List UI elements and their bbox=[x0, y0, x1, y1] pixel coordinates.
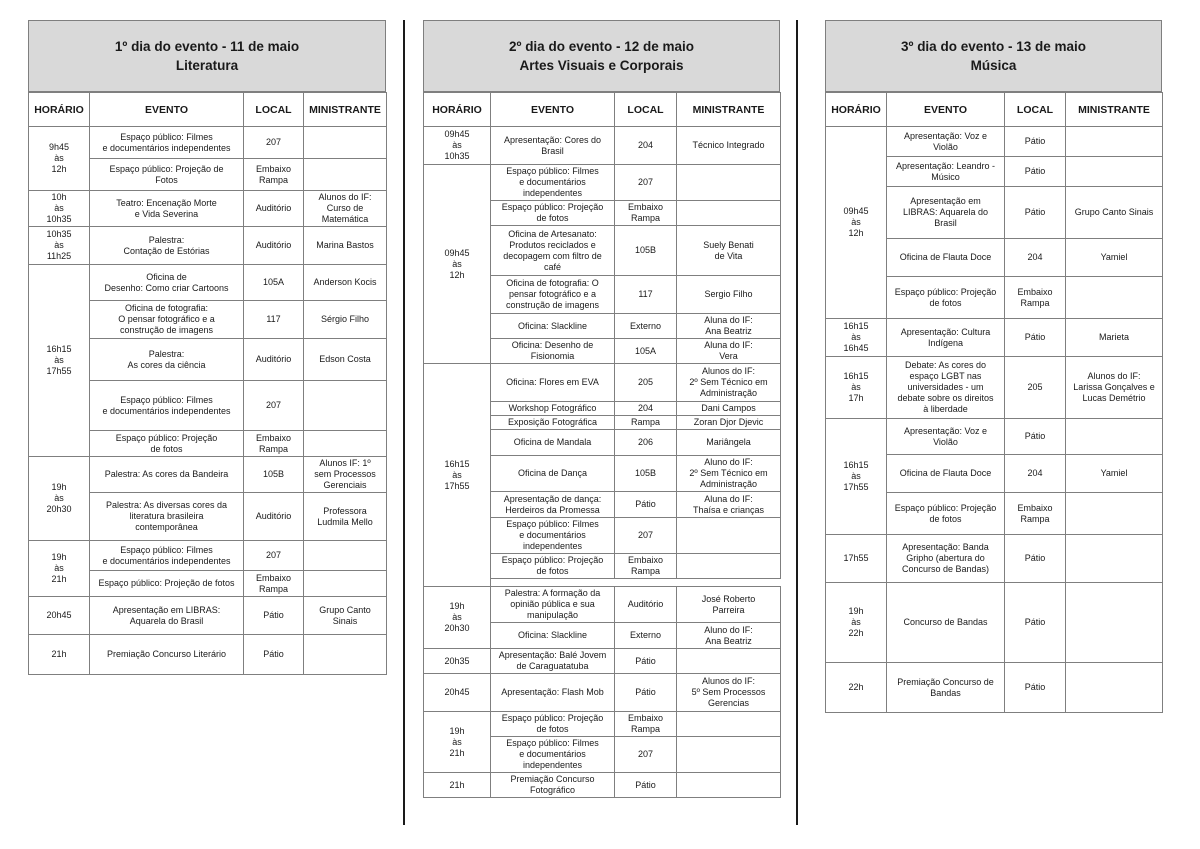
time-cell: 16h15 às 16h45 bbox=[826, 319, 887, 357]
local-cell: Rampa bbox=[615, 416, 677, 430]
time-cell: 16h15 às 17h55 bbox=[29, 265, 90, 457]
ministrante-cell bbox=[677, 712, 781, 737]
ministrante-cell: Sergio Filho bbox=[677, 276, 781, 314]
table-header-row bbox=[29, 93, 387, 127]
evento-cell: Espaço público: Filmes e documentários independentes bbox=[90, 541, 244, 571]
local-cell: 207 bbox=[244, 381, 304, 431]
time-cell: 19h às 21h bbox=[424, 712, 491, 773]
local-cell: Embaixo Rampa bbox=[244, 571, 304, 597]
local-cell: 207 bbox=[244, 127, 304, 159]
ministrante-cell: Alunos do IF: 5º Sem Processos Gerencias bbox=[677, 674, 781, 712]
local-cell: 105A bbox=[615, 339, 677, 364]
col-evento: EVENTO bbox=[887, 93, 1005, 127]
evento-cell: Oficina de Dança bbox=[491, 456, 615, 492]
table-row bbox=[29, 635, 387, 675]
table-row bbox=[826, 357, 1163, 419]
column-divider-1 bbox=[403, 20, 405, 825]
table-row bbox=[826, 583, 1163, 663]
ministrante-cell: Dani Campos bbox=[677, 402, 781, 416]
evento-cell: Apresentação em LIBRAS: Aquarela do Brasil bbox=[887, 187, 1005, 239]
table-row bbox=[29, 457, 387, 493]
time-cell: 17h55 bbox=[826, 535, 887, 583]
evento-cell: Espaço público: Projeção de fotos bbox=[887, 493, 1005, 535]
evento-cell: Apresentação: Voz e Violão bbox=[887, 127, 1005, 157]
evento-cell: Espaço público: Filmes e documentários independentes bbox=[90, 381, 244, 431]
table-header-row bbox=[424, 93, 781, 127]
ministrante-cell: Zoran Djor Djevic bbox=[677, 416, 781, 430]
time-cell: 19h às 20h30 bbox=[29, 457, 90, 541]
time-cell: 22h bbox=[826, 663, 887, 713]
local-cell: Pátio bbox=[1005, 157, 1066, 187]
evento-cell: Espaço público: Projeção de fotos bbox=[887, 277, 1005, 319]
evento-cell: Espaço público: Filmes e documentários independentes bbox=[90, 127, 244, 159]
local-cell: Pátio bbox=[615, 492, 677, 518]
time-cell: 19h às 22h bbox=[826, 583, 887, 663]
evento-cell: Espaço público: Projeção de fotos bbox=[491, 554, 615, 579]
evento-cell: Espaço público: Filmes e documentários independentes bbox=[491, 737, 615, 773]
evento-cell: Premiação Concurso Fotográfico bbox=[491, 773, 615, 798]
evento-cell: Palestra: As diversas cores da literatura brasileira contemporânea bbox=[90, 493, 244, 541]
local-cell: Embaixo Rampa bbox=[1005, 493, 1066, 535]
time-cell: 09h45 às 12h bbox=[826, 127, 887, 319]
ministrante-cell: Aluna do IF: Thaísa e crianças bbox=[677, 492, 781, 518]
table-row bbox=[29, 191, 387, 227]
evento-cell: Exposição Fotográfica bbox=[491, 416, 615, 430]
time-cell: 19h às 21h bbox=[29, 541, 90, 597]
ministrante-cell bbox=[1066, 157, 1163, 187]
local-cell: Embaixo Rampa bbox=[244, 431, 304, 457]
table-row bbox=[826, 127, 1163, 157]
local-cell: Pátio bbox=[1005, 187, 1066, 239]
time-cell: 20h45 bbox=[29, 597, 90, 635]
ministrante-cell bbox=[677, 554, 781, 579]
local-cell: 105B bbox=[615, 226, 677, 276]
local-cell: Pátio bbox=[615, 674, 677, 712]
evento-cell: Workshop Fotográfico bbox=[491, 402, 615, 416]
schedule-table bbox=[423, 92, 781, 798]
local-cell: 204 bbox=[1005, 239, 1066, 277]
evento-cell: Apresentação: Banda Gripho (abertura do Concurso de Bandas) bbox=[887, 535, 1005, 583]
local-cell: Pátio bbox=[615, 649, 677, 674]
day-3-schedule bbox=[825, 20, 1162, 713]
table-row bbox=[424, 773, 781, 798]
ministrante-cell bbox=[677, 737, 781, 773]
evento-cell: Oficina: Slackline bbox=[491, 623, 615, 649]
time-cell: 10h35 às 11h25 bbox=[29, 227, 90, 265]
ministrante-cell: Alunos do IF: Larissa Gonçalves e Lucas Demétrio bbox=[1066, 357, 1163, 419]
local-cell: 117 bbox=[244, 301, 304, 339]
local-cell: Pátio bbox=[1005, 583, 1066, 663]
table-row bbox=[424, 649, 781, 674]
col-ministrante: MINISTRANTE bbox=[1066, 93, 1163, 127]
time-cell: 21h bbox=[29, 635, 90, 675]
evento-cell: Premiação Concurso de Bandas bbox=[887, 663, 1005, 713]
ministrante-cell: Professora Ludmila Mello bbox=[304, 493, 387, 541]
local-cell: 205 bbox=[615, 364, 677, 402]
ministrante-cell bbox=[1066, 535, 1163, 583]
ministrante-cell: Suely Benati de Vita bbox=[677, 226, 781, 276]
evento-cell: Debate: As cores do espaço LGBT nas universidades - um debate sobre os direitos à liberdade bbox=[887, 357, 1005, 419]
time-cell: 16h15 às 17h55 bbox=[826, 419, 887, 535]
local-cell: Embaixo Rampa bbox=[615, 712, 677, 737]
col-ministrante: MINISTRANTE bbox=[304, 93, 387, 127]
local-cell: Pátio bbox=[1005, 319, 1066, 357]
local-cell: 204 bbox=[615, 402, 677, 416]
evento-cell: Oficina de fotografia: O pensar fotográfico e a construção de imagens bbox=[90, 301, 244, 339]
ministrante-cell: Técnico Integrado bbox=[677, 127, 781, 165]
ministrante-cell bbox=[677, 773, 781, 798]
ministrante-cell bbox=[1066, 583, 1163, 663]
day-2-schedule bbox=[423, 20, 780, 798]
ministrante-cell bbox=[304, 635, 387, 675]
local-cell: 105A bbox=[244, 265, 304, 301]
local-cell: Externo bbox=[615, 623, 677, 649]
day-title: 1º dia do evento - 11 de maio bbox=[114, 39, 300, 54]
local-cell: Auditório bbox=[615, 587, 677, 623]
ministrante-cell bbox=[1066, 493, 1163, 535]
day-theme: Música bbox=[970, 58, 1017, 73]
col-local: LOCAL bbox=[1005, 93, 1066, 127]
evento-cell: Apresentação: Balé Jovem de Caraguatatuba bbox=[491, 649, 615, 674]
evento-cell: Apresentação: Cultura Indígena bbox=[887, 319, 1005, 357]
evento-cell: Teatro: Encenação Morte e Vida Severina bbox=[90, 191, 244, 227]
evento-cell: Oficina de Desenho: Como criar Cartoons bbox=[90, 265, 244, 301]
ministrante-cell bbox=[677, 165, 781, 201]
local-cell: Pátio bbox=[244, 597, 304, 635]
local-cell: 207 bbox=[244, 541, 304, 571]
day-header bbox=[825, 20, 1162, 92]
local-cell: Pátio bbox=[1005, 663, 1066, 713]
day-title: 3º dia do evento - 13 de maio bbox=[901, 39, 1086, 54]
local-cell: 204 bbox=[1005, 455, 1066, 493]
day-theme: Artes Visuais e Corporais bbox=[519, 58, 684, 73]
evento-cell: Espaço público: Filmes e documentários independentes bbox=[491, 518, 615, 554]
local-cell: Embaixo Rampa bbox=[1005, 277, 1066, 319]
schedule-table bbox=[28, 92, 387, 675]
ministrante-cell: Aluna do IF: Vera bbox=[677, 339, 781, 364]
local-cell: Pátio bbox=[1005, 535, 1066, 583]
ministrante-cell bbox=[1066, 127, 1163, 157]
col-ministrante: MINISTRANTE bbox=[677, 93, 781, 127]
table-row bbox=[29, 227, 387, 265]
column-divider-2 bbox=[796, 20, 798, 825]
time-cell: 16h15 às 17h55 bbox=[424, 364, 491, 587]
ministrante-cell: Aluno do IF: Ana Beatriz bbox=[677, 623, 781, 649]
local-cell: 207 bbox=[615, 165, 677, 201]
time-cell: 10h às 10h35 bbox=[29, 191, 90, 227]
evento-cell: Palestra: Contação de Estórias bbox=[90, 227, 244, 265]
ministrante-cell: Anderson Kocis bbox=[304, 265, 387, 301]
time-cell: 20h45 bbox=[424, 674, 491, 712]
evento-cell: Espaço público: Projeção de Fotos bbox=[90, 159, 244, 191]
evento-cell: Apresentação: Cores do Brasil bbox=[491, 127, 615, 165]
ministrante-cell: Sérgio Filho bbox=[304, 301, 387, 339]
local-cell: 206 bbox=[615, 430, 677, 456]
table-row bbox=[29, 265, 387, 301]
evento-cell: Apresentação: Flash Mob bbox=[491, 674, 615, 712]
col-local: LOCAL bbox=[615, 93, 677, 127]
col-local: LOCAL bbox=[244, 93, 304, 127]
local-cell: Embaixo Rampa bbox=[615, 554, 677, 579]
time-cell: 20h35 bbox=[424, 649, 491, 674]
ministrante-cell bbox=[1066, 663, 1163, 713]
evento-cell: Apresentação de dança: Herdeiros da Promessa bbox=[491, 492, 615, 518]
table-row bbox=[424, 127, 781, 165]
local-cell: 204 bbox=[615, 127, 677, 165]
ministrante-cell bbox=[304, 541, 387, 571]
time-cell: 21h bbox=[424, 773, 491, 798]
evento-cell: Apresentação: Voz e Violão bbox=[887, 419, 1005, 455]
evento-cell: Palestra: As cores da Bandeira bbox=[90, 457, 244, 493]
table-row bbox=[424, 587, 781, 623]
local-cell: Pátio bbox=[1005, 127, 1066, 157]
time-cell: 09h45 às 10h35 bbox=[424, 127, 491, 165]
evento-cell: Espaço público: Projeção de fotos bbox=[90, 571, 244, 597]
time-cell: 09h45 às 12h bbox=[424, 165, 491, 364]
local-cell: Pátio bbox=[244, 635, 304, 675]
local-cell: Embaixo Rampa bbox=[615, 201, 677, 226]
local-cell: 117 bbox=[615, 276, 677, 314]
table-row bbox=[424, 165, 781, 201]
ministrante-cell: Aluno do IF: 2º Sem Técnico em Administração bbox=[677, 456, 781, 492]
ministrante-cell: Yamiel bbox=[1066, 239, 1163, 277]
local-cell: 105B bbox=[615, 456, 677, 492]
ministrante-cell bbox=[304, 381, 387, 431]
table-row bbox=[29, 597, 387, 635]
ministrante-cell: Marieta bbox=[1066, 319, 1163, 357]
evento-cell: Oficina de Flauta Doce bbox=[887, 239, 1005, 277]
ministrante-cell bbox=[677, 518, 781, 554]
ministrante-cell: Grupo Canto Sinais bbox=[1066, 187, 1163, 239]
evento-cell: Oficina de Artesanato: Produtos reciclados e decopagem com filtro de café bbox=[491, 226, 615, 276]
ministrante-cell bbox=[304, 127, 387, 159]
col-horario: HORÁRIO bbox=[424, 93, 491, 127]
evento-cell: Premiação Concurso Literário bbox=[90, 635, 244, 675]
schedule-table bbox=[825, 92, 1163, 713]
evento-cell: Oficina de fotografia: O pensar fotográfico e a construção de imagens bbox=[491, 276, 615, 314]
ministrante-cell: Alunos IF: 1º sem Processos Gerenciais bbox=[304, 457, 387, 493]
table-row bbox=[826, 535, 1163, 583]
evento-cell: Espaço público: Projeção de fotos bbox=[491, 712, 615, 737]
local-cell: Embaixo Rampa bbox=[244, 159, 304, 191]
local-cell: 105B bbox=[244, 457, 304, 493]
local-cell: Pátio bbox=[1005, 419, 1066, 455]
table-row bbox=[29, 127, 387, 159]
local-cell: Pátio bbox=[615, 773, 677, 798]
local-cell: Externo bbox=[615, 314, 677, 339]
ministrante-cell: Mariângela bbox=[677, 430, 781, 456]
ministrante-cell bbox=[1066, 419, 1163, 455]
table-row bbox=[826, 319, 1163, 357]
evento-cell: Apresentação: Leandro - Músico bbox=[887, 157, 1005, 187]
evento-cell: Palestra: A formação da opinião pública e sua manipulação bbox=[491, 587, 615, 623]
ministrante-cell bbox=[304, 431, 387, 457]
time-cell: 19h às 20h30 bbox=[424, 587, 491, 649]
ministrante-cell: Grupo Canto Sinais bbox=[304, 597, 387, 635]
col-evento: EVENTO bbox=[491, 93, 615, 127]
col-evento: EVENTO bbox=[90, 93, 244, 127]
table-row bbox=[424, 674, 781, 712]
ministrante-cell: Alunos do IF: Curso de Matemática bbox=[304, 191, 387, 227]
table-row bbox=[826, 663, 1163, 713]
table-row bbox=[424, 712, 781, 737]
local-cell: Auditório bbox=[244, 493, 304, 541]
local-cell: Auditório bbox=[244, 191, 304, 227]
local-cell: 207 bbox=[615, 518, 677, 554]
evento-cell: Oficina de Mandala bbox=[491, 430, 615, 456]
evento-cell: Espaço público: Filmes e documentários independentes bbox=[491, 165, 615, 201]
ministrante-cell bbox=[677, 649, 781, 674]
ministrante-cell: Marina Bastos bbox=[304, 227, 387, 265]
ministrante-cell: Edson Costa bbox=[304, 339, 387, 381]
time-cell: 16h15 às 17h bbox=[826, 357, 887, 419]
ministrante-cell bbox=[304, 571, 387, 597]
table-header-row bbox=[826, 93, 1163, 127]
ministrante-cell bbox=[304, 159, 387, 191]
day-theme: Literatura bbox=[175, 58, 239, 73]
ministrante-cell: Aluna do IF: Ana Beatriz bbox=[677, 314, 781, 339]
evento-cell: Oficina de Flauta Doce bbox=[887, 455, 1005, 493]
table-row bbox=[424, 364, 781, 402]
ministrante-cell: Alunos do IF: 2º Sem Técnico em Administração bbox=[677, 364, 781, 402]
ministrante-cell bbox=[677, 201, 781, 226]
col-horario: HORÁRIO bbox=[29, 93, 90, 127]
evento-cell: Concurso de Bandas bbox=[887, 583, 1005, 663]
evento-cell: Apresentação em LIBRAS: Aquarela do Brasil bbox=[90, 597, 244, 635]
table-row bbox=[29, 541, 387, 571]
local-cell: 207 bbox=[615, 737, 677, 773]
day-header bbox=[28, 20, 386, 92]
evento-cell: Oficina: Slackline bbox=[491, 314, 615, 339]
col-horario: HORÁRIO bbox=[826, 93, 887, 127]
evento-cell: Espaço público: Projeção de fotos bbox=[90, 431, 244, 457]
day-header bbox=[423, 20, 780, 92]
evento-cell: Espaço público: Projeção de fotos bbox=[491, 201, 615, 226]
evento-cell: Oficina: Flores em EVA bbox=[491, 364, 615, 402]
ministrante-cell: José Roberto Parreira bbox=[677, 587, 781, 623]
ministrante-cell: Yamiel bbox=[1066, 455, 1163, 493]
local-cell: Auditório bbox=[244, 339, 304, 381]
evento-cell: Palestra: As cores da ciência bbox=[90, 339, 244, 381]
ministrante-cell bbox=[1066, 277, 1163, 319]
table-row bbox=[826, 419, 1163, 455]
evento-cell: Oficina: Desenho de Fisionomia bbox=[491, 339, 615, 364]
day-title: 2º dia do evento - 12 de maio bbox=[509, 39, 694, 54]
local-cell: Auditório bbox=[244, 227, 304, 265]
local-cell: 205 bbox=[1005, 357, 1066, 419]
day-1-schedule bbox=[28, 20, 386, 675]
time-cell: 9h45 às 12h bbox=[29, 127, 90, 191]
